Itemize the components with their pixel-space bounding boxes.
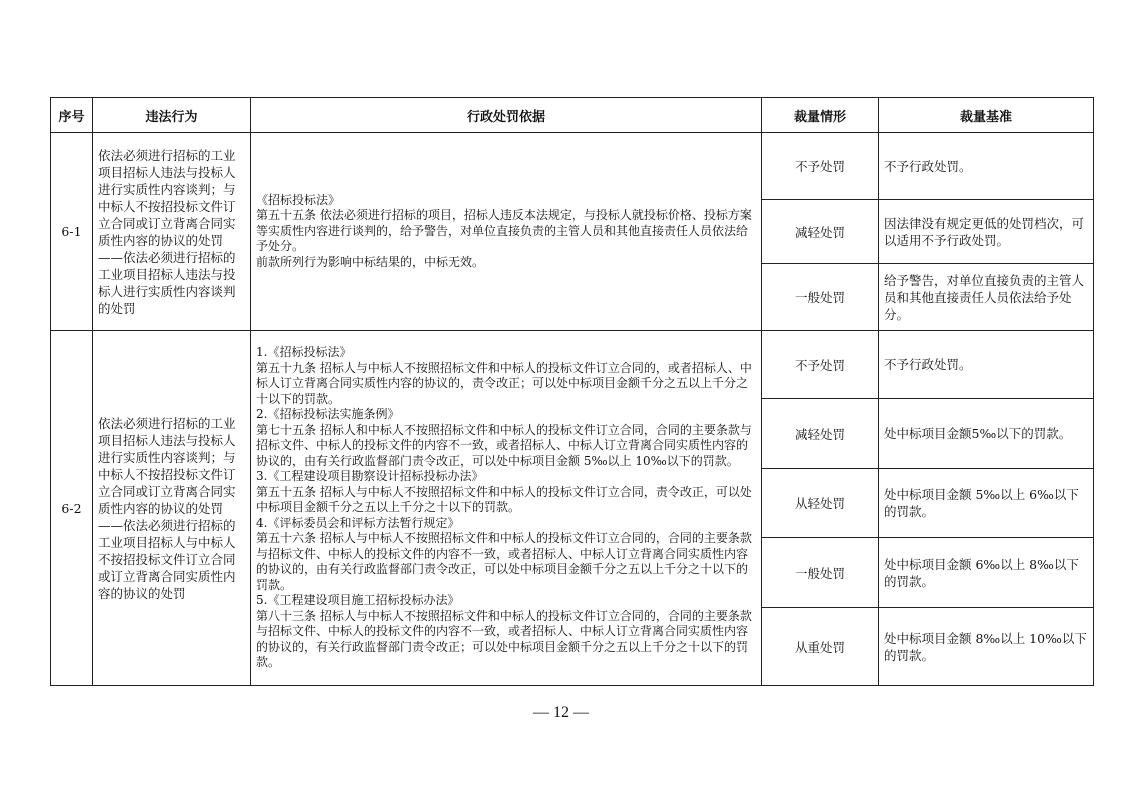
circumstance-cell: 从重处罚 — [762, 608, 879, 686]
row-seq: 6-1 — [51, 133, 93, 331]
basis-line: 第五十六条 招标人与中标人不按照招标文件和中标人的投标文件订立合同的，合同的主要条款与招标文件、中标人的投标文件的内容不一致，或者招标人、中标人订立背离合同实质性内容的协议的，由有关行政监督部门责令改正，可以处中标项目金额千分之五以上千分之十以下的罚款。 — [256, 531, 752, 592]
header-basis: 行政处罚依据 — [251, 98, 762, 133]
basis-line: 第五十五条 依法必须进行招标的项目，招标人违反本法规定，与投标人就投标价格、投标方案等实质性内容进行谈判的，给予警告，对单位直接负责的主管人员和其他直接责任人员依法给予处分。 — [256, 208, 752, 254]
basis-line: 5.《工程建设项目施工招标投标办法》 — [256, 593, 460, 608]
header-circumstance: 裁量情形 — [762, 98, 879, 133]
circumstance-cell: 不予处罚 — [762, 331, 879, 399]
row-violation: 依法必须进行招标的工业项目招标人违法与投标人进行实质性内容谈判；与中标人不按招投标文件订立合同或订立背离合同实质性内容的协议的处罚——依法必须进行招标的工业项目招标人与中标人不按招投标文件订立合同或订立背离合同实质性内容的协议的处罚 — [93, 331, 251, 686]
standard-cell: 处中标项目金额 5‰以上 6‰以下的罚款。 — [879, 469, 1094, 538]
standard-cell: 不予行政处罚。 — [879, 133, 1094, 200]
basis-line: 前款所列行为影响中标结果的，中标无效。 — [256, 254, 485, 269]
circumstance-cell: 从轻处罚 — [762, 469, 879, 538]
row-basis — [251, 133, 762, 331]
basis-line: 《招标投标法》 — [256, 192, 341, 207]
standard-cell: 给予警告，对单位直接负责的主管人员和其他直接责任人员依法给予处分。 — [879, 264, 1094, 331]
basis-line: 第五十五条 招标人与中标人不按照招标文件和中标人的投标文件订立合同，责令改正，可以处中标项目金额千分之五以上千分之十以下的罚款。 — [256, 484, 752, 515]
header-violation: 违法行为 — [93, 98, 251, 133]
circumstance-cell: 不予处罚 — [762, 133, 879, 200]
standard-cell: 处中标项目金额 6‰以上 8‰以下的罚款。 — [879, 538, 1094, 608]
circumstance-cell: 一般处罚 — [762, 264, 879, 331]
row-basis — [251, 331, 762, 686]
row-seq: 6-2 — [51, 331, 93, 686]
row-violation: 依法必须进行招标的工业项目招标人违法与投标人进行实质性内容谈判；与中标人不按招投标文件订立合同或订立背离合同实质性内容的协议的处罚——依法必须进行招标的工业项目招标人违法与投标人进行实质性内容谈判的处罚 — [93, 133, 251, 331]
basis-line: 1.《招标投标法》 — [256, 345, 352, 360]
table-row — [51, 331, 1094, 399]
basis-line: 第五十九条 招标人与中标人不按照招标文件和中标人的投标文件订立合同的，或者招标人、中标人订立背离合同实质性内容的协议的，责令改正；可以处中标项目金额千分之五以上千分之十以下的罚款。 — [256, 360, 752, 406]
table-row — [51, 133, 1094, 200]
circumstance-cell: 减轻处罚 — [762, 399, 879, 469]
basis-line: 第八十三条 招标人与中标人不按照招标文件和中标人的投标文件订立合同的，合同的主要条款与招标文件、中标人的投标文件的内容不一致，或者招标人、中标人订立背离合同实质性内容的协议的，有关行政监督部门责令改正；可以处中标项目金额千分之五以上千分之十以下的罚款。 — [256, 608, 752, 670]
header-seq: 序号 — [51, 98, 93, 133]
basis-line: 2.《招标投标法实施条例》 — [256, 407, 400, 422]
circumstance-cell: 一般处罚 — [762, 538, 879, 608]
page-number: — 12 — — [533, 704, 589, 721]
circumstance-cell: 减轻处罚 — [762, 200, 879, 264]
standard-cell: 处中标项目金额5‰以下的罚款。 — [879, 399, 1094, 469]
standard-cell: 因法律没有规定更低的处罚档次，可以适用不予行政处罚。 — [879, 200, 1094, 264]
basis-line: 第七十五条 招标人和中标人不按照招标文件和中标人的投标文件订立合同，合同的主要条款与招标文件、中标人的投标文件的内容不一致，或者招标人、中标人订立背离合同实质性内容的协议的，由有关行政监督部门责令改正，可以处中标项目金额 5‰以上 10‰以下的罚款。 — [256, 422, 752, 468]
header-row — [51, 98, 1094, 133]
standard-cell: 不予行政处罚。 — [879, 331, 1094, 399]
penalty-table — [50, 97, 1094, 686]
standard-cell: 处中标项目金额 8‰以上 10‰以下的罚款。 — [879, 608, 1094, 686]
basis-line: 3.《工程建设项目勘察设计招标投标办法》 — [256, 469, 484, 484]
basis-line: 4.《评标委员会和评标方法暂行规定》 — [256, 515, 460, 530]
header-standard: 裁量基准 — [879, 98, 1094, 133]
